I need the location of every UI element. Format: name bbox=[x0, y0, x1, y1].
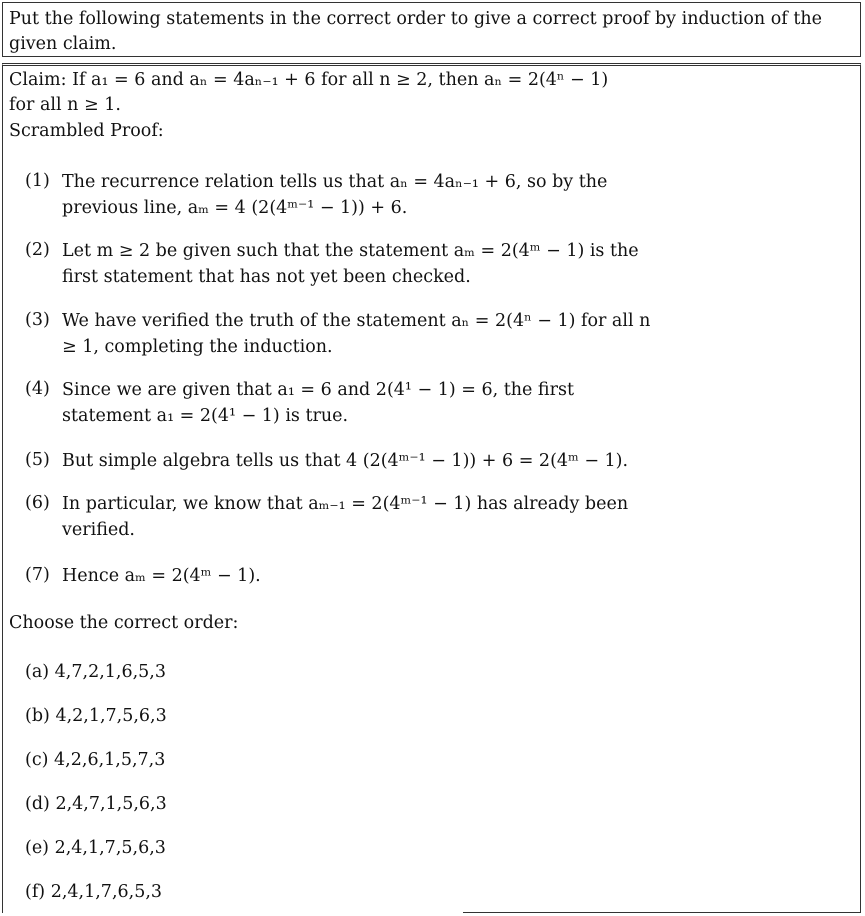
proof-heading: Scrambled Proof: bbox=[9, 121, 164, 141]
option-letter: (a) bbox=[25, 662, 50, 682]
statement-number: (6) bbox=[25, 493, 50, 513]
instruction-line-1: Put the following statements in the correct order to give a correct proof by induction of the bbox=[9, 9, 822, 29]
statement-text: We have verified the truth of the statement aₙ = 2(4ⁿ − 1) for all n ≥ 1, completing the induction. bbox=[62, 311, 651, 357]
claim-line-2: for all n ≥ 1. bbox=[9, 95, 121, 115]
option-letter: (e) bbox=[25, 838, 50, 858]
option-f[interactable] bbox=[25, 880, 162, 905]
option-order: 4,2,1,7,5,6,3 bbox=[55, 706, 167, 726]
choose-prompt: Choose the correct order: bbox=[9, 613, 239, 633]
option-order: 2,4,7,1,5,6,3 bbox=[55, 794, 167, 814]
option-b[interactable] bbox=[25, 704, 167, 729]
statement-number: (1) bbox=[25, 171, 50, 191]
instruction-box bbox=[2, 2, 861, 57]
statement-number: (5) bbox=[25, 450, 50, 470]
statement-text: Hence aₘ = 2(4ᵐ − 1). bbox=[62, 566, 261, 586]
statement-number: (2) bbox=[25, 240, 50, 260]
statement-text: In particular, we know that aₘ₋₁ = 2(4ᵐ⁻¹ − 1) has already been verified. bbox=[62, 494, 629, 540]
option-letter: (f) bbox=[25, 882, 46, 902]
option-a[interactable] bbox=[25, 660, 166, 685]
claim-line-1: Claim: If a₁ = 6 and aₙ = 4aₙ₋₁ + 6 for all n ≥ 2, then aₙ = 2(4ⁿ − 1) bbox=[9, 70, 609, 90]
bottom-rule-divider bbox=[463, 912, 861, 913]
statement-number: (3) bbox=[25, 310, 50, 330]
statement-text: Let m ≥ 2 be given such that the statement aₘ = 2(4ᵐ − 1) is the first statement that has not yet been checked. bbox=[62, 241, 639, 287]
option-e[interactable] bbox=[25, 836, 166, 861]
option-order: 4,7,2,1,6,5,3 bbox=[54, 662, 166, 682]
option-letter: (d) bbox=[25, 794, 50, 814]
statement-number: (7) bbox=[25, 565, 50, 585]
option-letter: (c) bbox=[25, 750, 49, 770]
statement-text: Since we are given that a₁ = 6 and 2(4¹ − 1) = 6, the first statement a₁ = 2(4¹ − 1) is true. bbox=[62, 380, 574, 426]
option-order: 2,4,1,7,5,6,3 bbox=[54, 838, 166, 858]
instruction-line-2: given claim. bbox=[9, 34, 117, 54]
option-order: 2,4,1,7,6,5,3 bbox=[50, 882, 163, 902]
option-d[interactable] bbox=[25, 792, 167, 817]
statement-number: (4) bbox=[25, 379, 50, 399]
option-letter: (b) bbox=[25, 706, 50, 726]
statement-text: The recurrence relation tells us that aₙ = 4aₙ₋₁ + 6, so by the previous line, aₘ = 4 (2(4ᵐ⁻¹ − 1)) + 6. bbox=[62, 172, 608, 218]
option-order: 4,2,6,1,5,7,3 bbox=[54, 750, 166, 770]
option-c[interactable] bbox=[25, 748, 165, 773]
statement-text: But simple algebra tells us that 4 (2(4ᵐ⁻¹ − 1)) + 6 = 2(4ᵐ − 1). bbox=[62, 451, 629, 471]
